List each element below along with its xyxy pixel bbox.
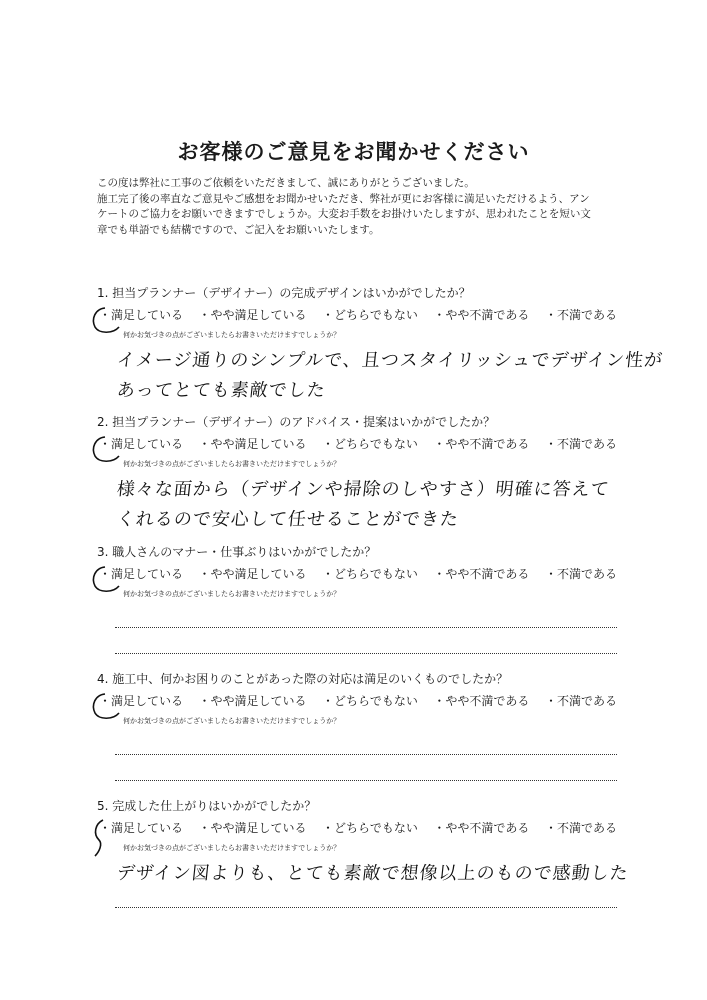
option-somewhat-dissatisfied[interactable]: ・やや不満である xyxy=(433,567,530,581)
comment-area[interactable] xyxy=(97,342,665,402)
option-neutral[interactable]: ・どちらでもない xyxy=(322,308,418,322)
option-somewhat-satisfied[interactable]: ・やや満足している xyxy=(198,567,307,581)
comment-hint: 何かお気づきの点がございましたらお書きいただけますでしょうか？ xyxy=(123,590,341,598)
comment-hint: 何かお気づきの点がございましたらお書きいただけますでしょうか？ xyxy=(123,844,341,852)
option-satisfied[interactable]: ・満足している xyxy=(99,308,184,322)
question-title: 1. 担当プランナー（デザイナー）の完成デザインはいかがでしたか？ xyxy=(97,286,471,300)
answer-line xyxy=(115,907,617,908)
question-title: 4. 施工中、何かお困りのことがあった際の対応は満足のいくものでしたか？ xyxy=(97,672,509,686)
intro-line: 施工完了後の率直なご意見やご感想をお聞かせいただき、弊社が更にお客様に満足いただけるよう、アン xyxy=(97,192,590,205)
intro-line: ケートのご協力をお願いできますでしょうか。大変お手数をお掛けいたしますが、思われたことを短い文 xyxy=(97,208,591,220)
comment-area[interactable] xyxy=(97,471,617,531)
option-dissatisfied[interactable]: ・不満である xyxy=(544,437,617,451)
option-satisfied[interactable]: ・満足している xyxy=(99,437,184,451)
option-neutral[interactable]: ・どちらでもない xyxy=(322,437,418,451)
option-somewhat-dissatisfied[interactable]: ・やや不満である xyxy=(433,437,530,451)
intro-line: この度は弊社に工事のご依頼をいただきまして、誠にありがとうございました。 xyxy=(97,177,475,189)
option-dissatisfied[interactable]: ・不満である xyxy=(544,308,617,322)
question-title: 3. 職人さんのマナー・仕事ぶりはいかがでしたか？ xyxy=(97,545,377,559)
option-somewhat-dissatisfied[interactable]: ・やや不満である xyxy=(433,821,530,835)
option-somewhat-satisfied[interactable]: ・やや満足している xyxy=(198,437,307,451)
question-4 xyxy=(97,670,617,788)
handwritten-answer: デザイン図よりも、とても素敵で想像以上のもので感動した xyxy=(115,863,630,884)
option-satisfied[interactable]: ・満足している xyxy=(99,567,184,581)
handwritten-answer: くれるので安心して任せることができた xyxy=(115,509,460,530)
comment-hint: 何かお気づきの点がございましたらお書きいただけますでしょうか？ xyxy=(123,460,341,468)
answer-line xyxy=(115,627,617,628)
rating-options xyxy=(97,565,617,583)
option-neutral[interactable]: ・どちらでもない xyxy=(322,821,418,835)
comment-area[interactable] xyxy=(97,601,617,661)
option-dissatisfied[interactable]: ・不満である xyxy=(544,694,617,708)
option-somewhat-dissatisfied[interactable]: ・やや不満である xyxy=(433,308,530,322)
option-somewhat-satisfied[interactable]: ・やや満足している xyxy=(198,694,307,708)
question-3 xyxy=(97,543,617,661)
answer-line xyxy=(115,754,617,755)
option-neutral[interactable]: ・どちらでもない xyxy=(322,694,418,708)
option-somewhat-dissatisfied[interactable]: ・やや不満である xyxy=(433,694,530,708)
option-satisfied[interactable]: ・満足している xyxy=(99,694,184,708)
intro-line: 章でも単語でも結構ですので、ご記入をお願いいたします。 xyxy=(97,223,380,236)
handwritten-answer: 様々な面から（デザインや掃除のしやすさ）明確に答えて xyxy=(115,479,611,500)
question-title: 5. 完成した仕上がりはいかがでしたか？ xyxy=(97,799,317,813)
answer-line xyxy=(115,653,617,654)
option-dissatisfied[interactable]: ・不満である xyxy=(544,567,617,581)
rating-options xyxy=(97,435,617,453)
option-somewhat-satisfied[interactable]: ・やや満足している xyxy=(198,821,307,835)
question-5 xyxy=(97,797,630,915)
question-2 xyxy=(97,413,617,531)
handwritten-answer: イメージ通りのシンプルで、且つスタイリッシュでデザイン性が xyxy=(115,350,665,371)
option-neutral[interactable]: ・どちらでもない xyxy=(322,567,418,581)
option-somewhat-satisfied[interactable]: ・やや満足している xyxy=(198,308,307,322)
rating-options xyxy=(97,306,617,324)
selected-answer-circle xyxy=(89,564,129,594)
page-title: お客様のご意見をお聞かせください xyxy=(177,139,530,164)
answer-line xyxy=(115,780,617,781)
selected-answer-circle xyxy=(89,305,129,335)
selected-answer-circle xyxy=(89,434,129,464)
rating-options xyxy=(97,692,617,710)
question-title: 2. 担当プランナー（デザイナー）のアドバイス・提案はいかがでしたか？ xyxy=(97,415,496,429)
question-1 xyxy=(97,284,665,402)
comment-hint: 何かお気づきの点がございましたらお書きいただけますでしょうか？ xyxy=(123,717,341,725)
rating-options xyxy=(97,819,617,837)
comment-area[interactable] xyxy=(97,728,617,788)
intro-text xyxy=(97,176,617,238)
option-dissatisfied[interactable]: ・不満である xyxy=(544,821,617,835)
selected-answer-circle xyxy=(89,691,129,721)
selected-answer-circle xyxy=(89,818,129,858)
comment-area[interactable] xyxy=(97,855,630,915)
comment-hint: 何かお気づきの点がございましたらお書きいただけますでしょうか？ xyxy=(123,331,341,339)
option-satisfied[interactable]: ・満足している xyxy=(99,821,184,835)
handwritten-answer: あってとても素敵でした xyxy=(115,380,327,401)
